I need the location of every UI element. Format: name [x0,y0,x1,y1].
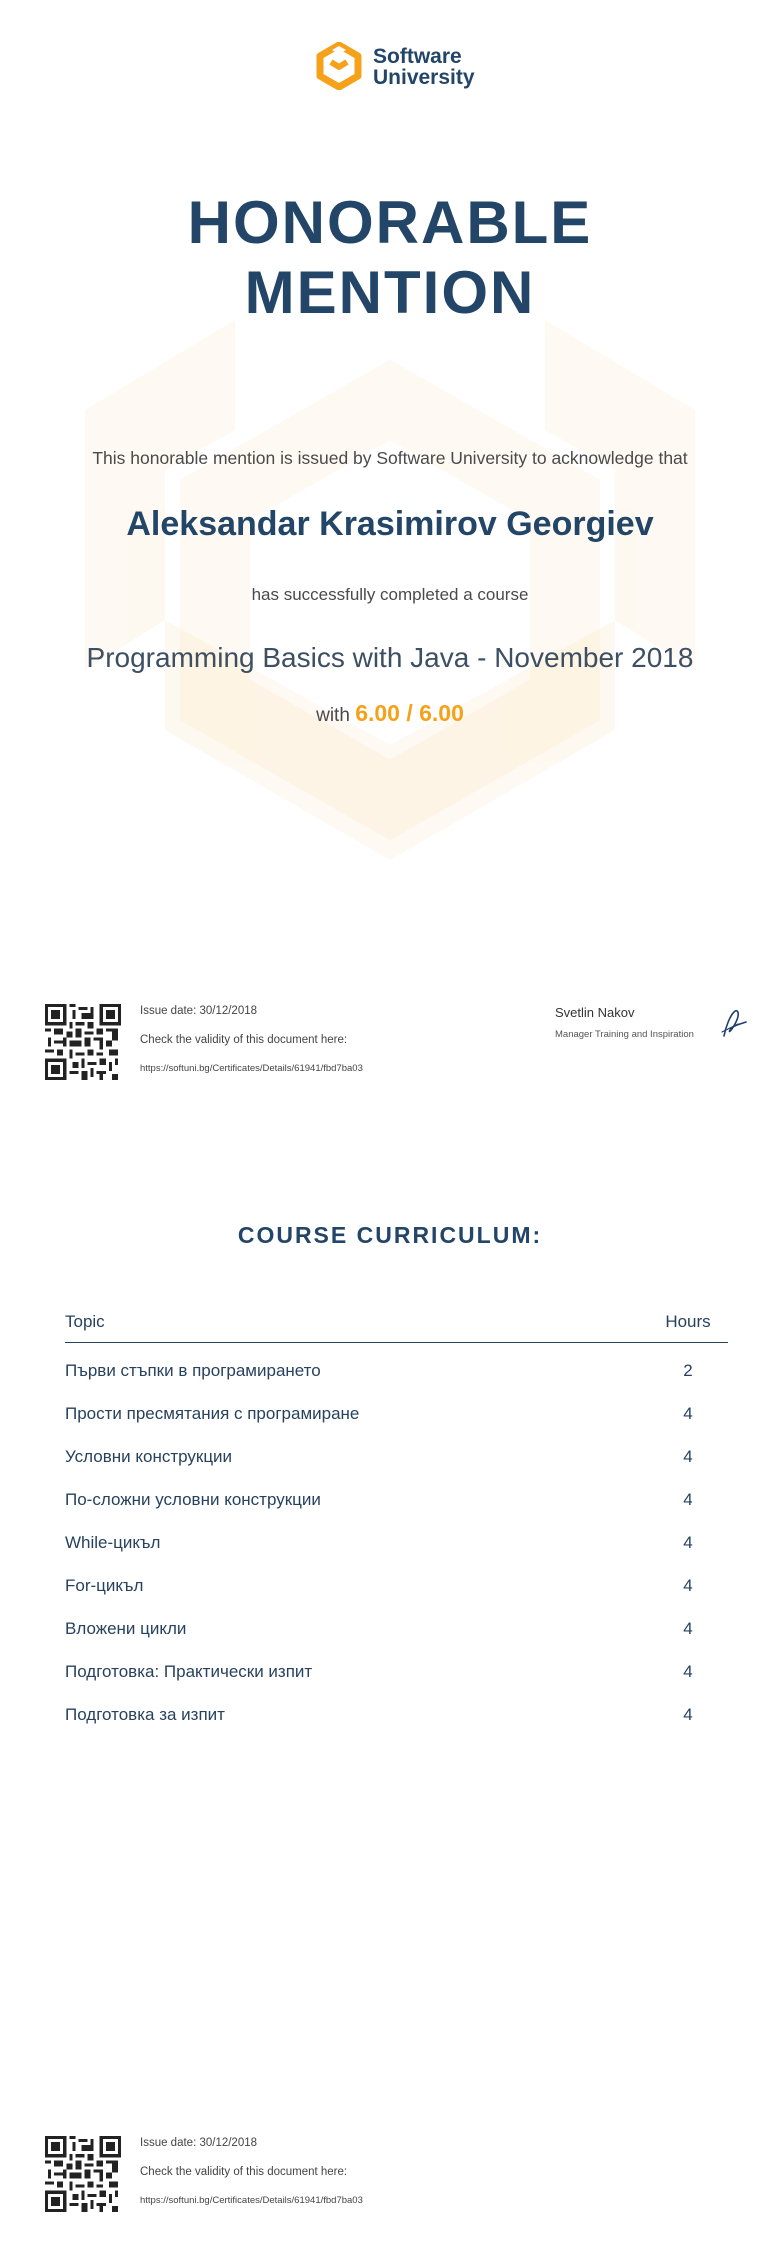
hours-cell: 4 [683,1619,693,1638]
certificate-title-line2: MENTION [244,259,536,326]
qr-code-icon [45,1004,121,1080]
column-header-hours: Hours [665,1312,711,1331]
topic-cell: Първи стъпки в програмирането [65,1361,321,1380]
topic-cell: Подготовка: Практически изпит [65,1662,313,1681]
issue-date: Issue date: 30/12/2018 [140,2137,258,2149]
hours-cell: 4 [683,1447,693,1466]
topic-cell: Прости пресмятания с програмиране [65,1404,360,1423]
hours-cell: 4 [683,1490,693,1509]
softuni-logo-icon [315,42,363,90]
grade-value: 6.00 / 6.00 [355,700,464,726]
signature-icon [718,1002,752,1042]
table-row [65,1392,728,1435]
validity-url-link[interactable]: https://softuni.bg/Certificates/Details/61941/fbd7ba03 [140,1063,363,1074]
qr-code-icon [45,2136,121,2212]
curriculum-title: COURSE CURRICULUM: [237,1222,543,1248]
certificate-title-line1: HONORABLE [187,189,593,256]
hours-cell: 4 [683,1404,693,1423]
signatory-name: Svetlin Nakov [555,1005,635,1020]
topic-cell: Вложени цикли [65,1619,187,1638]
topic-cell: Подготовка за изпит [65,1705,225,1724]
table-row [65,1349,728,1392]
grade-line [0,700,780,727]
table-row [65,1521,728,1564]
hours-cell: 2 [683,1361,693,1380]
logo-text-line2: University [373,66,475,89]
topic-cell: Условни конструкции [65,1447,233,1466]
completed-text: has successfully completed a course [251,585,529,604]
table-row [65,1478,728,1521]
table-row [65,1564,728,1607]
issue-date: Issue date: 30/12/2018 [140,1005,258,1017]
recipient-name: Aleksandar Krasimirov Georgiev [126,505,654,543]
table-header [65,1308,728,1343]
topic-cell: По-сложни условни конструкции [65,1490,321,1509]
topic-cell: While-цикъл [65,1533,161,1552]
signatory-role: Manager Training and Inspiration [555,1029,694,1040]
table-row [65,1435,728,1478]
softuni-watermark-icon [45,290,735,870]
curriculum-table [65,1308,728,1736]
hours-cell: 4 [683,1662,693,1681]
table-row [65,1607,728,1650]
hours-cell: 4 [683,1705,693,1724]
course-name: Programming Basics with Java - November 2018 [86,642,694,673]
validity-url-link[interactable]: https://softuni.bg/Certificates/Details/61941/fbd7ba03 [140,2195,363,2206]
hours-cell: 4 [683,1576,693,1595]
table-row [65,1650,728,1693]
softuni-logo [315,42,475,92]
hours-cell: 4 [683,1533,693,1552]
topic-cell: For-цикъл [65,1576,144,1595]
table-row [65,1693,728,1736]
logo-text-line1: Software [373,45,462,68]
validity-check-text: Check the validity of this document here: [140,2166,348,2178]
certificate-intro: This honorable mention is issued by Software University to acknowledge that [92,448,688,468]
validity-check-text: Check the validity of this document here: [140,1034,348,1046]
with-label: with [316,705,350,726]
column-header-topic: Topic [65,1312,105,1331]
